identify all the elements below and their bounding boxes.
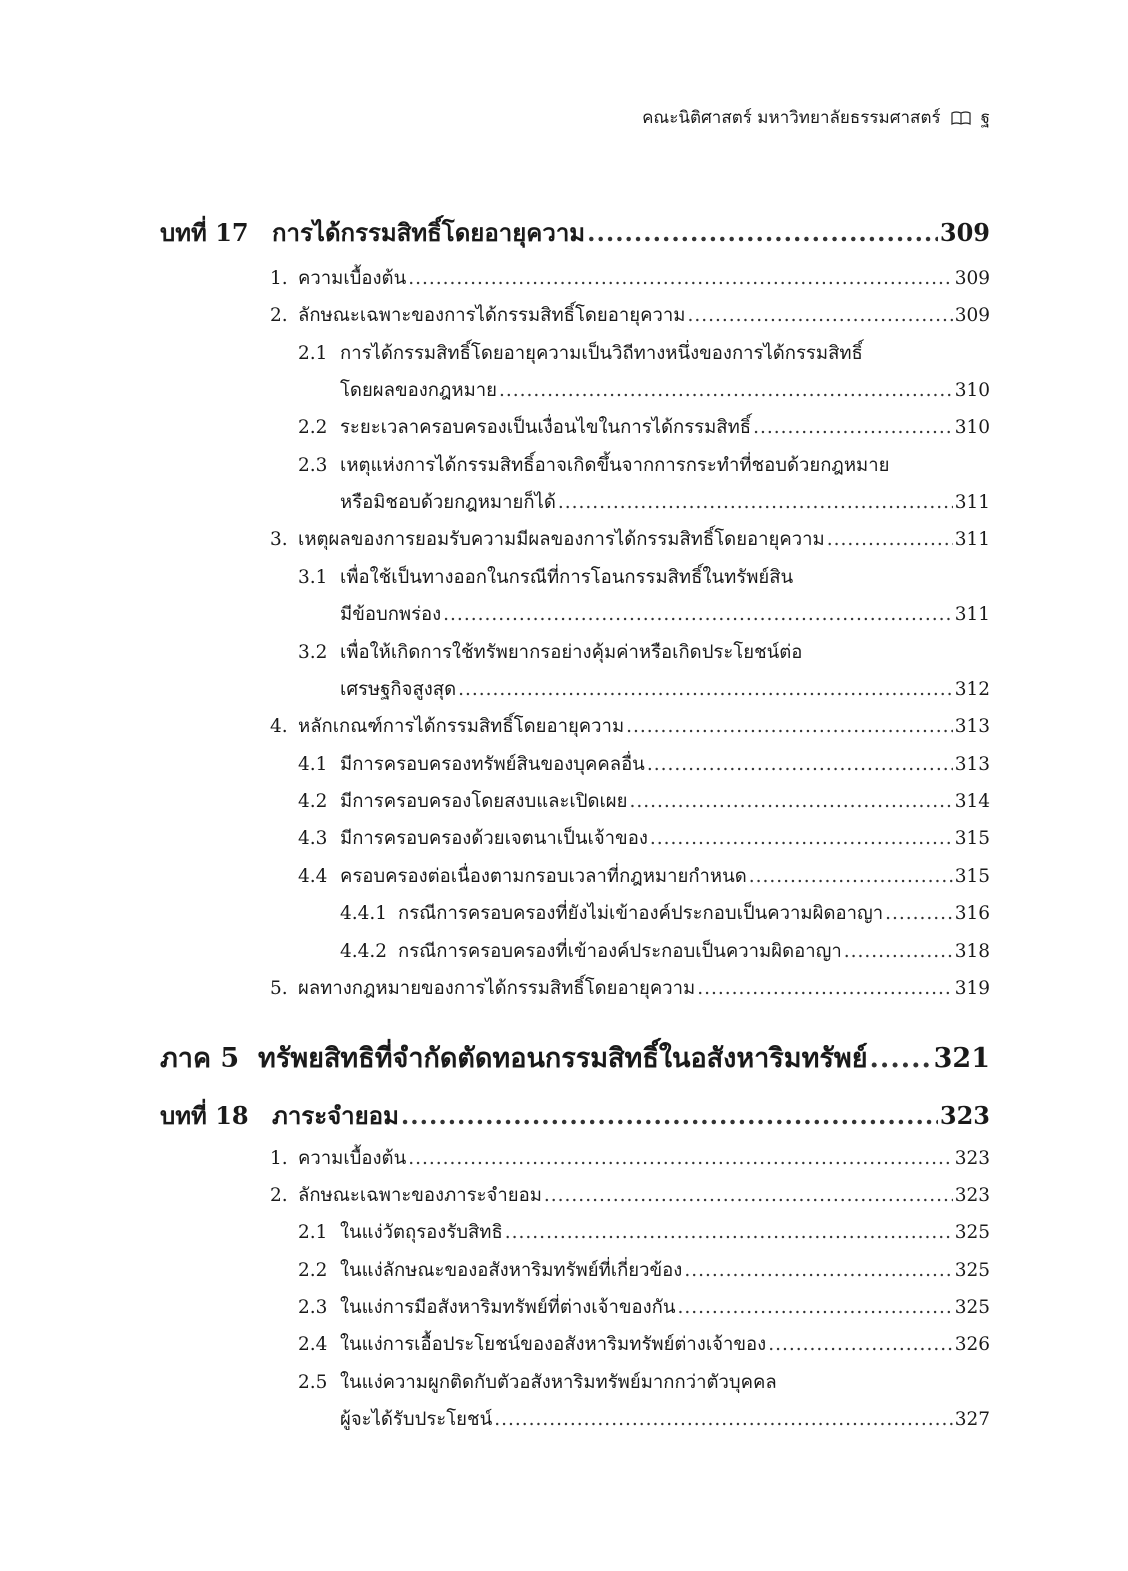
toc-entry[interactable] [298,750,990,779]
page-number: 311 [954,529,990,550]
entry-number: 4.4.2 [340,941,388,962]
entry-number: 4.3 [298,828,328,849]
toc-entry[interactable] [298,1368,990,1397]
entry-number: 2.4 [298,1334,328,1355]
toc-entry[interactable] [298,451,990,480]
entry-number: 4.4.1 [340,903,388,924]
page-number: 323 [954,1148,990,1169]
chapter-title: การได้กรรมสิทธิ์โดยอายุความ [272,218,586,247]
toc-entry[interactable] [298,787,990,816]
entry-title: กรณีการครอบครองที่ยังไม่เข้าองค์ประกอบเป็นความผิดอาญา [398,903,884,924]
toc-entry[interactable] [298,413,990,442]
entry-title-continued: โดยผลของกฎหมาย [340,380,497,401]
entry-title: ความเบื้องต้น [298,1148,407,1169]
page-number: 319 [954,978,990,999]
entry-title: ในแง่ความผูกติดกับตัวอสังหาริมทรัพย์มากกว่าตัวบุคคล [340,1372,777,1393]
entry-title: ในแง่การมีอสังหาริมทรัพย์ที่ต่างเจ้าของกัน [340,1297,676,1318]
entry-title: กรณีการครอบครองที่เข้าองค์ประกอบเป็นความผิดอาญา [398,941,842,962]
entry-title: มีการครอบครองทรัพย์สินของบุคคลอื่น [340,754,645,775]
toc-entry[interactable] [298,1330,990,1359]
leader-dots [753,417,953,438]
entry-number: 3.1 [298,567,328,588]
entry-number: 2.1 [298,343,328,364]
entry-number: 1. [270,268,288,289]
entry-title: เพื่อใช้เป็นทางออกในกรณีที่การโอนกรรมสิทธิ์ในทรัพย์สิน [340,567,794,588]
entry-number: 2. [270,305,288,326]
entry-title: เหตุแห่งการได้กรรมสิทธิ์อาจเกิดขึ้นจากการกระทำที่ชอบด้วยกฎหมาย [340,455,890,476]
entry-title-continued: ผู้จะได้รับประโยชน์ [340,1409,493,1430]
entry-title: เหตุผลของการยอมรับความมีผลของการได้กรรมสิทธิ์โดยอายุความ [298,529,825,550]
leader-dots [558,492,953,513]
part-title: ทรัพยสิทธิที่จำกัดตัดทอนกรรมสิทธิ์ในอสังหาริมทรัพย์ [258,1043,868,1074]
toc-entry[interactable] [298,862,990,891]
toc-entry-continuation[interactable] [340,675,990,704]
page-number: 314 [954,791,990,812]
entry-title: การได้กรรมสิทธิ์โดยอายุความเป็นวิถีทางหนึ่งของการได้กรรมสิทธิ์ [340,343,863,364]
entry-title: ระยะเวลาครอบครองเป็นเงื่อนไขในการได้กรรมสิทธิ์ [340,417,752,438]
leader-dots [443,604,953,625]
entry-title: ในแง่ลักษณะของอสังหาริมทรัพย์ที่เกี่ยวข้อง [340,1260,683,1281]
page-number: 309 [954,305,990,326]
toc-entry-continuation[interactable] [340,600,990,629]
leader-dots [458,679,953,700]
entry-number: 4. [270,716,288,737]
leader-dots [844,941,953,962]
entry-number: 4.2 [298,791,328,812]
part-label: ภาค 5 [160,1043,240,1074]
leader-dots [697,978,952,999]
toc-entry[interactable] [270,525,990,554]
toc-entry-continuation[interactable] [340,376,990,405]
leader-dots [768,1334,953,1355]
entry-title-continued: หรือมิชอบด้วยกฎหมายก็ได้ [340,492,556,513]
page-number: 321 [933,1043,990,1074]
page-number: 326 [954,1334,990,1355]
entry-title: เพื่อให้เกิดการใช้ทรัพยากรอย่างคุ้มค่าหรือเกิดประโยชน์ต่อ [340,642,803,663]
entry-number: 2.5 [298,1372,328,1393]
page-number: 312 [954,679,990,700]
toc-entry[interactable] [298,824,990,853]
toc-entry[interactable] [298,339,990,368]
page-number: 315 [954,866,990,887]
entry-number: 5. [270,978,288,999]
leader-dots [684,1260,952,1281]
page-number: 325 [954,1260,990,1281]
page-number: 311 [954,604,990,625]
page-number: 310 [954,417,990,438]
entry-title: ลักษณะเฉพาะของการได้กรรมสิทธิ์โดยอายุความ [298,305,686,326]
leader-dots [544,1185,953,1206]
entry-number: 2. [270,1185,288,1206]
page-number: 313 [954,754,990,775]
leader-dots [494,1409,952,1430]
page-number: 325 [954,1222,990,1243]
entry-title: ครอบครองต่อเนื่องตามกรอบเวลาที่กฎหมายกำหนด [340,866,747,887]
toc-entry-continuation[interactable] [340,1405,990,1434]
header-title: คณะนิติศาสตร์ มหาวิทยาลัยธรรมศาสตร์ [642,108,941,128]
leader-dots [678,1297,953,1318]
chapter-title: ภาระจำยอม [272,1101,399,1130]
entry-title: มีการครอบครองด้วยเจตนาเป็นเจ้าของ [340,828,648,849]
entry-title-continued: เศรษฐกิจสูงสุด [340,679,457,700]
page-number: 327 [954,1409,990,1430]
toc-entry[interactable] [270,1181,990,1210]
leader-dots [870,1043,932,1074]
entry-number: 2.2 [298,1260,328,1281]
page-number: 313 [954,716,990,737]
chapter-label: บทที่ 17 [160,218,249,247]
entry-number: 3.2 [298,642,328,663]
running-header [642,104,990,131]
toc-chapter-18[interactable] [160,1096,990,1135]
toc-entry[interactable] [298,1256,990,1285]
toc-entry[interactable] [270,712,990,741]
entry-number: 2.3 [298,455,328,476]
page-number: 310 [954,380,990,401]
entry-title: ลักษณะเฉพาะของภาระจำยอม [298,1185,542,1206]
toc-entry[interactable] [270,974,990,1003]
open-book-icon [951,111,971,125]
entry-number: 4.1 [298,754,328,775]
leader-dots [587,218,938,247]
toc-entry[interactable] [270,264,990,293]
leader-dots [687,305,952,326]
leader-dots [749,866,953,887]
page-number: 315 [954,828,990,849]
entry-title: ในแง่การเอื้อประโยชน์ของอสังหาริมทรัพย์ต่างเจ้าของ [340,1334,767,1355]
entry-number: 1. [270,1148,288,1169]
entry-title: ความเบื้องต้น [298,268,407,289]
leader-dots [401,1101,938,1130]
toc-chapter-17[interactable] [160,213,990,252]
page-number: 309 [954,268,990,289]
toc-entry[interactable] [298,638,990,667]
entry-number: 2.1 [298,1222,328,1243]
entry-title: ในแง่วัตถุรองรับสิทธิ [340,1222,503,1243]
toc-entry[interactable] [298,1218,990,1247]
toc-entry[interactable] [270,1144,990,1173]
toc-entry[interactable] [340,899,990,928]
leader-dots [885,903,953,924]
leader-dots [626,716,953,737]
entry-title: มีการครอบครองโดยสงบและเปิดเผย [340,791,628,812]
page-number: 325 [954,1297,990,1318]
leader-dots [650,828,953,849]
toc-entry-continuation[interactable] [340,488,990,517]
page-number: 311 [954,492,990,513]
header-page-number: ฐ [980,108,990,128]
page-number: 309 [939,218,990,247]
entry-title: ผลทางกฎหมายของการได้กรรมสิทธิ์โดยอายุความ [298,978,696,999]
toc-part-5[interactable] [160,1036,990,1079]
toc-entry[interactable] [270,301,990,330]
page-number: 318 [954,941,990,962]
entry-number: 3. [270,529,288,550]
entry-number: 4.4 [298,866,328,887]
entry-title: หลักเกณฑ์การได้กรรมสิทธิ์โดยอายุความ [298,716,625,737]
toc-entry[interactable] [298,1293,990,1322]
leader-dots [505,1222,953,1243]
leader-dots [499,380,953,401]
page-number: 323 [954,1185,990,1206]
leader-dots [827,529,953,550]
leader-dots [408,268,952,289]
leader-dots [647,754,953,775]
leader-dots [408,1148,952,1169]
leader-dots [629,791,952,812]
chapter-label: บทที่ 18 [160,1101,249,1130]
entry-number: 2.3 [298,1297,328,1318]
page-number: 323 [939,1101,990,1130]
toc-entry[interactable] [298,563,990,592]
entry-title-continued: มีข้อบกพร่อง [340,604,442,625]
page-number: 316 [954,903,990,924]
toc-entry[interactable] [340,937,990,966]
entry-number: 2.2 [298,417,328,438]
